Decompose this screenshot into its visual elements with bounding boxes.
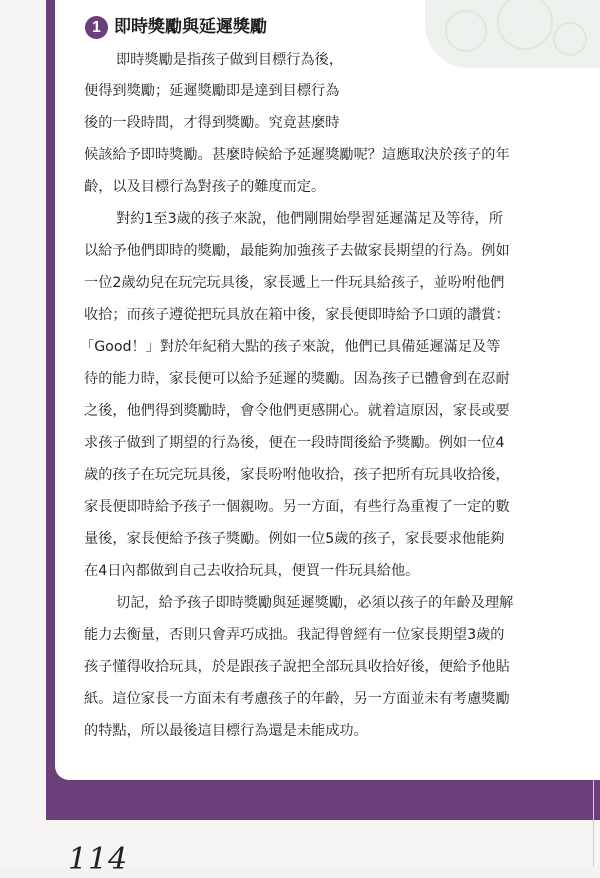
text-line: 「Good！」對於年紀稍大點的孩子來說，他們已具備延遲滿足及等: [80, 339, 501, 355]
text-line: 歲的孩子在玩完玩具後，家長吩咐他收拾，孩子把所有玩具收拾後，: [84, 467, 510, 483]
text-line: 能力去衡量，否則只會弄巧成拙。我記得曾經有一位家長期望3歲的: [84, 627, 505, 643]
text-line: 家長便即時給予孩子一個親吻。另一方面，有些行為重複了一定的數: [84, 499, 510, 515]
text-line: 量後，家長便給予孩子獎勵。例如一位5歲的孩子，家長要求他能夠: [84, 531, 505, 547]
section-number-badge: 1: [85, 16, 108, 39]
text-line: 對約1至3歲的孩子來說，他們剛開始學習延遲滿足及等待，所: [116, 211, 503, 227]
text-line: 即時獎勵是指孩子做到目標行為後，: [116, 52, 344, 68]
text-line: 後的一段時間，才得到獎勵。究竟甚麼時: [84, 115, 340, 131]
text-line: 收拾；而孩子遵從把玩具放在箱中後，家長便即時給予口頭的讚賞：: [84, 307, 510, 323]
text-line: 以給予他們即時的獎勵，最能夠加強孩子去做家長期望的行為。例如: [84, 243, 510, 259]
text-line: 紙。這位家長一方面未有考慮孩子的年齡，另一方面並未有考慮獎勵: [84, 691, 510, 707]
text-line: 孩子懂得收拾玩具，於是跟孩子說把全部玩具收拾好後，便給予他貼: [84, 659, 510, 675]
text-line: 候該給予即時獎勵。甚麼時候給予延遲獎勵呢？這應取決於孩子的年: [84, 147, 510, 163]
text-line: 之後，他們得到獎勵時，會令他們更感開心。就着這原因，家長或要: [84, 403, 510, 419]
text-line: 切記，給予孩子即時獎勵與延遲獎勵，必須以孩子的年齡及理解: [116, 595, 514, 611]
text-line: 求孩子做到了期望的行為後，便在一段時間後給予獎勵。例如一位4: [84, 435, 505, 451]
decorative-illustration: [425, 0, 600, 68]
text-line: 在4日內都做到自己去收拾玩具，便買一件玩具給他。: [84, 563, 420, 579]
page-edge-line: [593, 780, 594, 867]
text-line: 便得到獎勵；延遲獎勵即是達到目標行為: [84, 83, 340, 99]
text-line: 一位2歲幼兒在玩完玩具後，家長遞上一件玩具給孩子，並吩咐他們: [84, 275, 505, 291]
section-title: 即時獎勵與延遲獎勵: [114, 17, 267, 37]
text-line: 待的能力時，家長便可以給予延遲的獎勵。因為孩子已體會到在忍耐: [84, 371, 510, 387]
text-line: 齡，以及目標行為對孩子的難度而定。: [84, 179, 326, 195]
page-number: 114: [68, 842, 129, 877]
text-line: 的特點，所以最後這目標行為還是未能成功。: [84, 723, 368, 739]
